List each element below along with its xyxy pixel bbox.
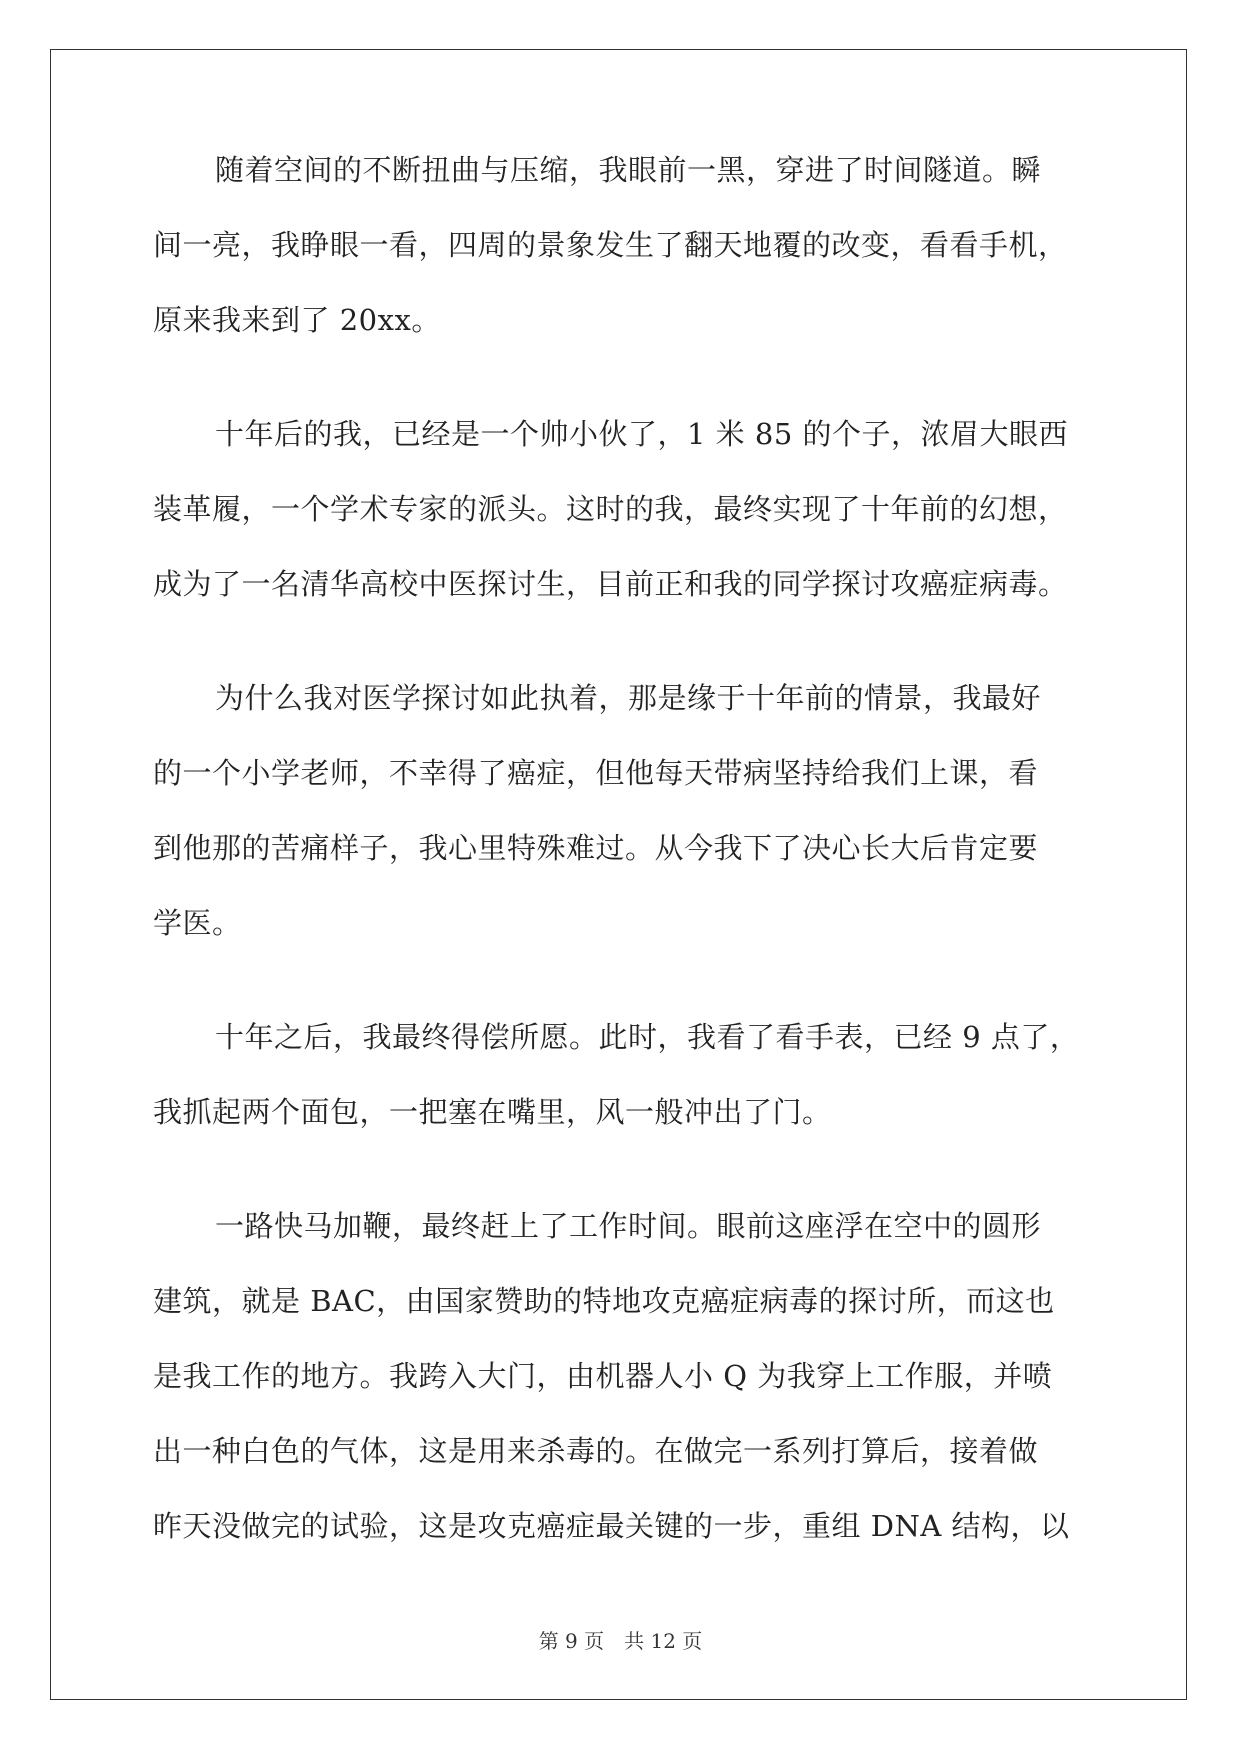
- paragraph-3-line-1: 为什么我对医学探讨如此执着，那是缘于十年前的情景，我最好: [215, 681, 1042, 715]
- paragraph-3-line-4: 学医。: [153, 906, 242, 940]
- paragraph-2-line-3: 成为了一名清华高校中医探讨生，目前正和我的同学探讨攻癌症病毒。: [153, 567, 1068, 601]
- paragraph-1-line-1: 随着空间的不断扭曲与压缩，我眼前一黑，穿进了时间隧道。瞬: [215, 153, 1042, 187]
- paragraph-2-line-2: 装革履，一个学术专家的派头。这时的我，最终实现了十年前的幻想，: [153, 492, 1068, 526]
- page-footer: [0, 1625, 1241, 1654]
- paragraph-5-line-4: 出一种白色的气体，这是用来杀毒的。在做完一系列打算后，接着做: [153, 1434, 1039, 1468]
- page-total: 共 12 页: [624, 1629, 703, 1653]
- paragraph-3-line-2: 的一个小学老师，不幸得了癌症，但他每天带病坚持给我们上课，看: [153, 756, 1039, 790]
- paragraph-2-line-1: 十年后的我，已经是一个帅小伙了，1 米 85 的个子，浓眉大眼西: [215, 417, 1069, 451]
- paragraph-5-line-5: 昨天没做完的试验，这是攻克癌症最关键的一步，重组 DNA 结构，以: [153, 1509, 1070, 1543]
- paragraph-5-line-2: 建筑，就是 BAC，由国家赞助的特地攻克癌症病毒的探讨所，而这也: [153, 1284, 1055, 1318]
- paragraph-3-line-3: 到他那的苦痛样子，我心里特殊难过。从今我下了决心长大后肯定要: [153, 831, 1039, 865]
- paragraph-1-line-2: 间一亮，我睁眼一看，四周的景象发生了翻天地覆的改变，看看手机，: [153, 228, 1068, 262]
- paragraph-1-line-3: 原来我来到了 20xx。: [153, 303, 441, 337]
- paragraph-4-line-1: 十年之后，我最终得偿所愿。此时，我看了看手表，已经 9 点了，: [215, 1020, 1080, 1054]
- page-number: 第 9 页: [538, 1629, 605, 1653]
- paragraph-5-line-3: 是我工作的地方。我跨入大门，由机器人小 Q 为我穿上工作服，并喷: [153, 1359, 1053, 1393]
- paragraph-4-line-2: 我抓起两个面包，一把塞在嘴里，风一般冲出了门。: [153, 1095, 832, 1129]
- paragraph-5-line-1: 一路快马加鞭，最终赶上了工作时间。眼前这座浮在空中的圆形: [215, 1209, 1042, 1243]
